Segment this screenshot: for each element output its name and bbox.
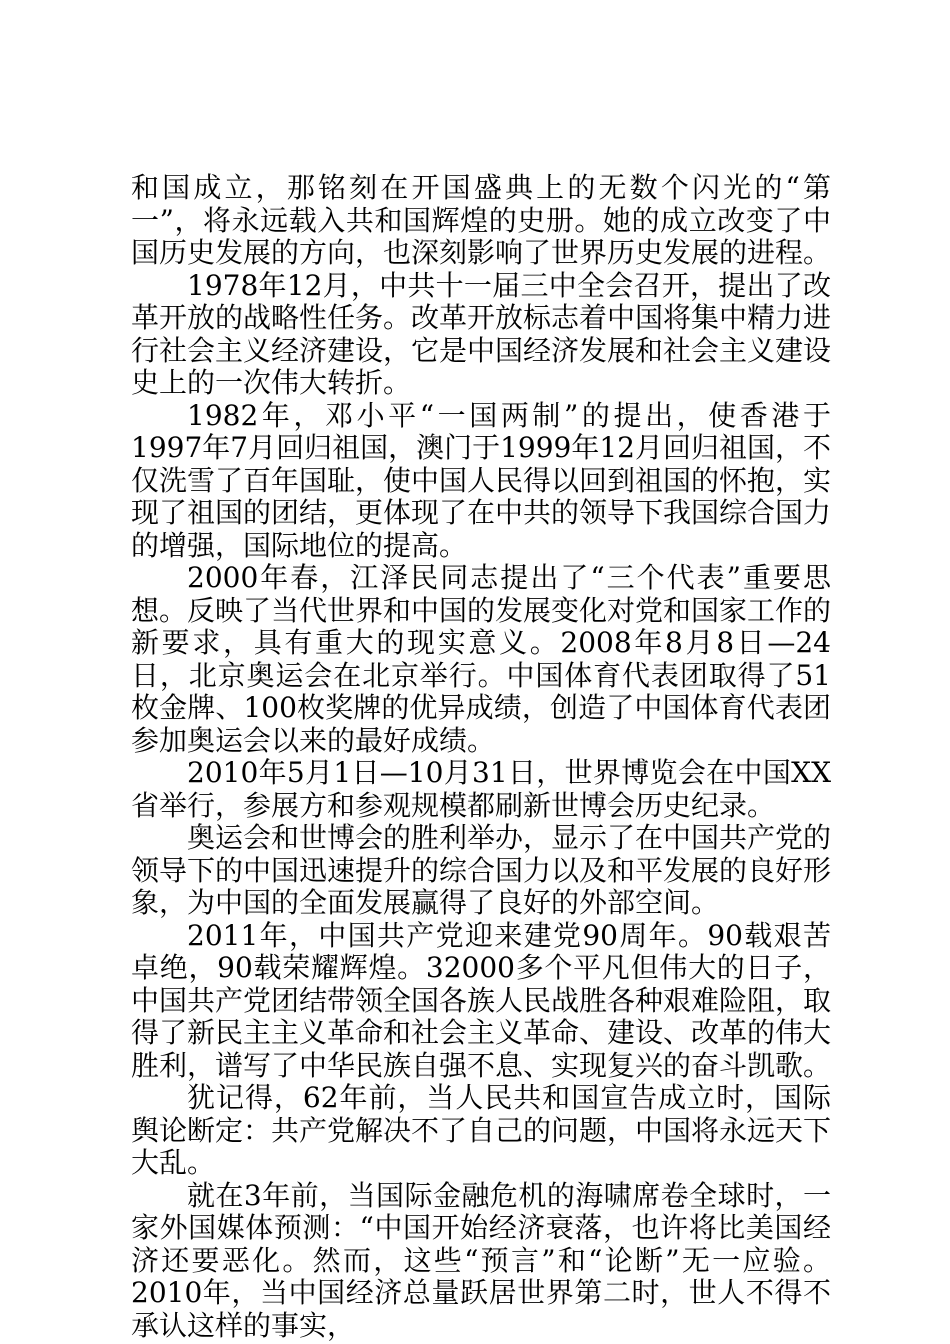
paragraph-1: 和国成立，那铭刻在开国盛典上的无数个闪光的“第一”，将永远载入共和国辉煌的史册。她的成立改变了中国历史发展的方向，也深刻影响了世界历史发展的进程。 [131, 171, 832, 269]
paragraph-2: 1978年12月，中共十一届三中全会召开，提出了改革开放的战略性任务。改革开放标志着中国将集中精力进行社会主义经济建设，它是中国经济发展和社会主义建设史上的一次伟大转折。 [131, 268, 832, 399]
paragraph-3: 1982年，邓小平“一国两制”的提出，使香港于1997年7月回归祖国，澳门于1999年12月回归祖国，不仅洗雪了百年国耻，使中国人民得以回到祖国的怀抱，实现了祖国的团结，更体现了在中共的领导下我国综合国力的增强，国际地位的提高。 [131, 398, 832, 562]
paragraph-7: 2011年，中国共产党迎来建党90周年。90载艰苦卓绝，90载荣耀辉煌。32000多个平凡但伟大的日子，中国共产党团结带领全国各族人民战胜各种艰难险阻，取得了新民主主义革命和社会主义革命、建设、改革的伟大胜利，谱写了中华民族自强不息、实现复兴的奋斗凯歌。 [131, 918, 832, 1082]
paragraph-6: 奥运会和世博会的胜利举办，显示了在中国共产党的领导下的中国迅速提升的综合国力以及和平发展的良好形象，为中国的全面发展赢得了良好的外部空间。 [131, 821, 832, 919]
document-body [131, 172, 831, 1342]
paragraph-9: 就在3年前，当国际金融危机的海啸席卷全球时，一家外国媒体预测：“中国开始经济衰落，也许将比美国经济还要恶化。然而，这些“预言”和“论断”无一应验。2010年，当中国经济总量跃居世界第二时，世人不得不承认这样的事实， [131, 1178, 831, 1342]
paragraph-8: 犹记得，62年前，当人民共和国宣告成立时，国际舆论断定：共产党解决不了自己的问题，中国将永远天下大乱。 [131, 1081, 832, 1179]
paragraph-4: 2000年春，江泽民同志提出了“三个代表”重要思想。反映了当代世界和中国的发展变化对党和国家工作的新要求，具有重大的现实意义。2008年8月8日—24日，北京奥运会在北京举行。中国体育代表团取得了51枚金牌、100枚奖牌的优异成绩，创造了中国体育代表团参加奥运会以来的最好成绩。 [131, 561, 832, 757]
paragraph-5: 2010年5月1日—10月31日，世界博览会在中国XX省举行，参展方和参观规模都刷新世博会历史纪录。 [131, 756, 831, 822]
